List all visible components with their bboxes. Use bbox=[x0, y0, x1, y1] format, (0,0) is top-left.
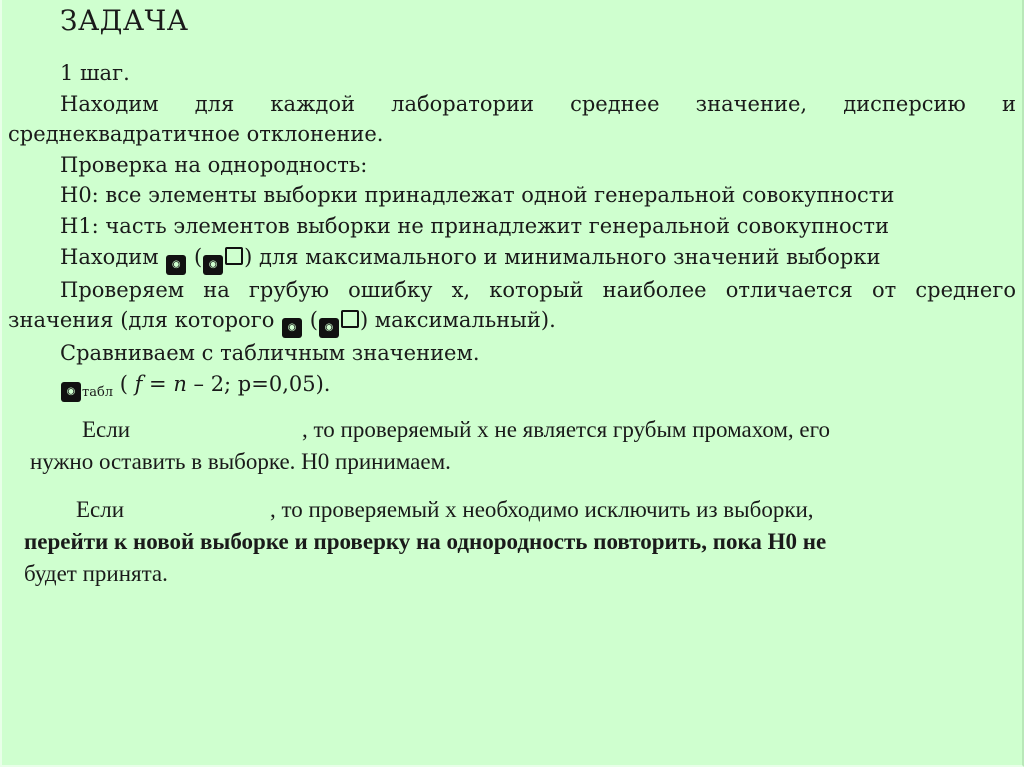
condition-keep bbox=[30, 414, 990, 478]
text-line: Проверяем на грубую ошибку x, который наиболее отличается от среднего bbox=[60, 277, 1016, 302]
text-fragment: ( bbox=[113, 371, 135, 396]
formula-placeholder-icon: ◉ bbox=[166, 255, 186, 275]
step-label: 1 шаг. bbox=[60, 61, 130, 85]
text-fragment: ( bbox=[193, 244, 203, 269]
text-line: Сравниваем с табличным значением. bbox=[60, 341, 480, 366]
condition-exclude bbox=[24, 494, 1004, 590]
hypothesis-h0: Н0: все элементы выборки принадлежат одной генеральной совокупности bbox=[60, 183, 895, 208]
text-fragment: – 2; p=0,05). bbox=[186, 371, 331, 396]
formula-placeholder-icon: ◉ bbox=[61, 382, 81, 402]
text-fragment: Если bbox=[76, 497, 125, 522]
text-fragment: Если bbox=[82, 417, 131, 442]
text-line-bold: перейти к новой выборке и проверку на однородность повторить, пока Н0 не bbox=[24, 529, 827, 554]
slide-title: ЗАДАЧА bbox=[60, 4, 189, 37]
var-n: n bbox=[173, 371, 187, 396]
text-line: будет принята. bbox=[24, 561, 168, 586]
formula-box-icon bbox=[225, 247, 243, 265]
subscript-tabl: табл bbox=[82, 384, 114, 400]
text-fragment: ( bbox=[309, 308, 318, 333]
text-fragment: значения (для которого bbox=[8, 308, 275, 333]
text-line bbox=[8, 369, 1016, 409]
hypothesis-h1: Н1: часть элементов выборки не принадлежит генеральной совокупности bbox=[60, 213, 890, 238]
text-fragment: Находим bbox=[60, 244, 159, 269]
formula-box-icon bbox=[341, 310, 359, 328]
formula-placeholder-icon: ◉ bbox=[203, 255, 223, 275]
text-line bbox=[30, 414, 990, 446]
text-line: Находим для каждой лаборатории среднее значение, дисперсию и bbox=[60, 91, 1016, 116]
text-line bbox=[8, 242, 1016, 275]
var-f: f bbox=[134, 371, 143, 396]
text-line: Проверка на однородность: bbox=[60, 152, 368, 177]
text-line bbox=[24, 494, 1004, 526]
slide-body bbox=[8, 58, 1016, 408]
text-fragment: , то проверяемый x необходимо исключить из выборки, bbox=[270, 497, 814, 522]
formula-placeholder-icon: ◉ bbox=[282, 318, 302, 338]
text-fragment: ) максимальный). bbox=[359, 308, 556, 333]
text-line bbox=[8, 305, 1016, 338]
text-fragment: ) для максимального и минимального значений выборки bbox=[244, 244, 881, 269]
text-line: среднеквадратичное отклонение. bbox=[8, 122, 384, 147]
text-fragment: , то проверяемый x не является грубым промахом, его bbox=[302, 417, 831, 442]
text-fragment: = bbox=[142, 371, 174, 396]
text-line: нужно оставить в выборке. Н0 принимаем. bbox=[30, 449, 451, 474]
formula-placeholder-icon: ◉ bbox=[319, 318, 339, 338]
